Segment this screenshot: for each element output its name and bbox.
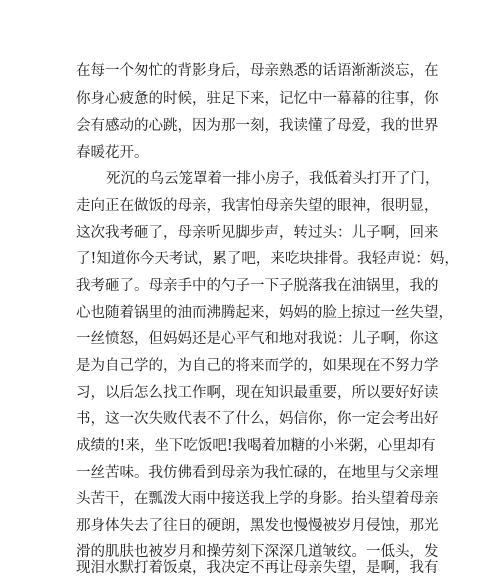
text-line: 了!知道你今天考试，累了吧，来吃块排骨。我轻声说：妈， (76, 251, 459, 267)
text-line: 会有感动的心跳，因为那一刻，我读懂了母爱，我的世界 (76, 118, 439, 134)
text-line: 那身体失去了往日的硬朗，黑发也慢慢被岁月侵蚀，那光 (76, 518, 439, 534)
text-line: 是为自己学的，为自己的将来而学的，如果现在不努力学 (76, 358, 439, 374)
text-line: 成绩的!来，坐下吃饭吧!我喝着加糖的小米粥，心里却有 (76, 438, 436, 454)
text-line: 在每一个匆忙的背影身后，母亲熟悉的话语渐渐淡忘，在 (76, 63, 439, 79)
text-line: 一丝苦味。我仿佛看到母亲为我忙碌的，在地里与父亲埋 (76, 465, 439, 481)
text-line: 滑的肌肤也被岁月和操劳刻下深深几道皱纹。一低头，发 (76, 544, 439, 560)
text-line: 书，这一次失败代表不了什么，妈信你，你一定会考出好 (76, 411, 439, 427)
text-line: 我考砸了。母亲手中的勺子一下子脱落我在油锅里，我的 (76, 278, 439, 294)
text-line: 走向正在做饭的母亲，我害怕母亲失望的眼神，很明显， (76, 198, 439, 214)
text-line-partial: 现泪水默打着饭桌，我决定不再让母亲失望，是啊，我有 (76, 560, 439, 576)
text-line: 习，以后怎么找工作啊，现在知识最重要，所以要好好读 (76, 385, 439, 401)
text-line: 心也随着锅里的油而沸腾起来，妈妈的脸上掠过一丝失望， (76, 305, 453, 321)
text-line: 你身心疲惫的时候，驻足下来，记忆中一幕幕的往事，你 (76, 91, 439, 107)
text-line: 一丝愤怒，但妈妈还是心平气和地对我说：儿子啊，你这 (76, 331, 439, 347)
text-line: 这次我考砸了，母亲听见脚步声，转过头：儿子啊，回来 (76, 225, 439, 241)
paragraph-first-line: 死沉的乌云笼罩着一排小房子，我低着头打开了门， (106, 171, 440, 187)
text-line: 春暖花开。 (76, 145, 149, 161)
text-line: 头苦干，在瓢泼大雨中接送我上学的身影。抬头望着母亲 (76, 491, 439, 507)
